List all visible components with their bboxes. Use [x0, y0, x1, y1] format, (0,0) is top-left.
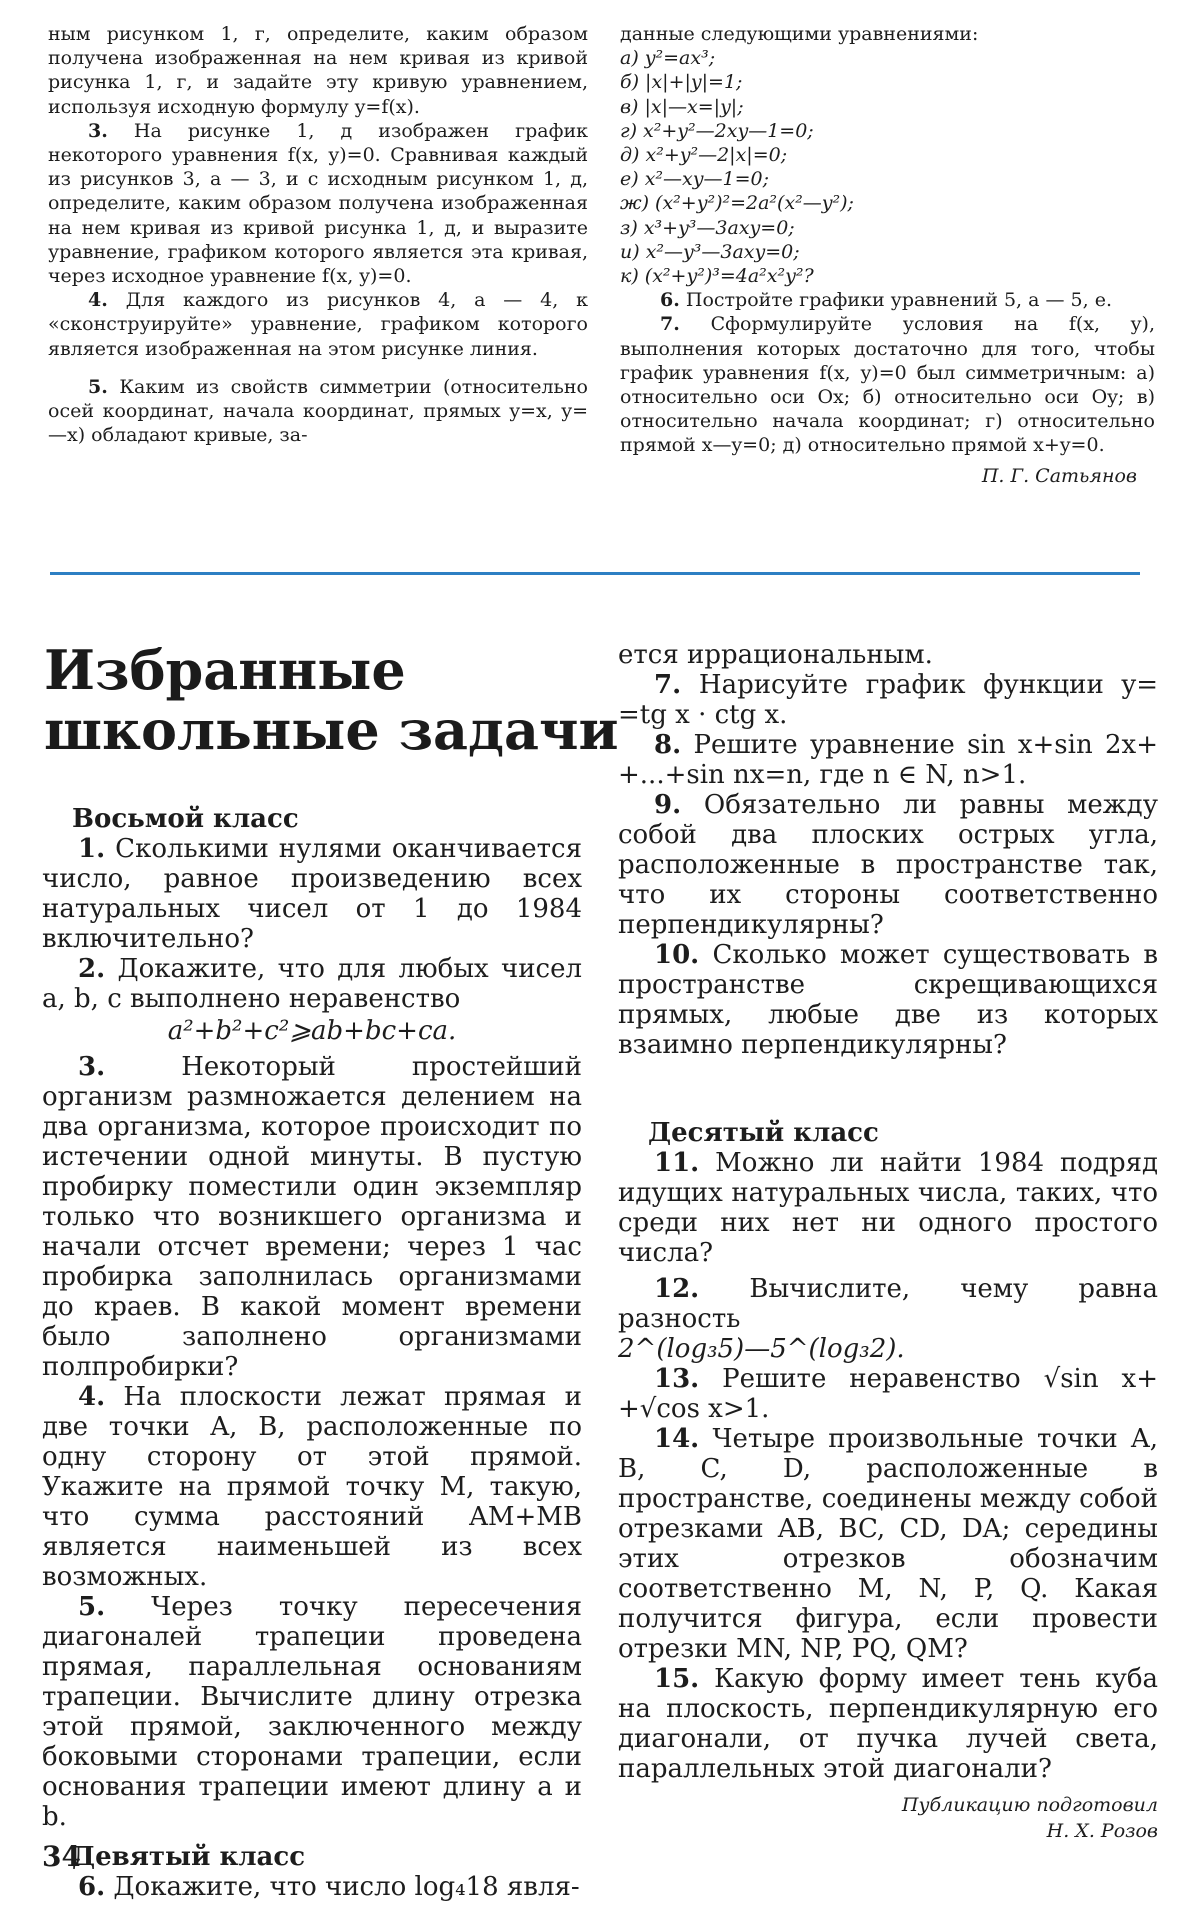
problem-text: Нарисуйте график функции y= =tg x · ctg x. [618, 670, 1158, 730]
problem-4 [48, 288, 588, 361]
problem-4 [42, 1382, 582, 1592]
problem-number: 6. [660, 289, 680, 312]
author-signature: П. Г. Сатьянов [981, 464, 1137, 487]
title-line: школьные задачи [44, 698, 619, 762]
equation-item: б) |x|+|y|=1; [620, 71, 743, 94]
problem-number: 3. [88, 119, 108, 142]
title-line: Избранные [44, 638, 406, 702]
page-number: 34 [42, 1840, 81, 1873]
problem-number: 14. [654, 1424, 700, 1454]
problem-text: Какую форму имеет тень куба на плоскость, перпендикулярную его диагонали, от пучка лучей света, параллельных этой диагонали? [618, 1664, 1159, 1784]
problem-number: 7. [660, 313, 680, 336]
problem-8 [618, 730, 1158, 790]
problem-6 [620, 288, 1155, 312]
problem-number: 3. [78, 1052, 106, 1082]
problem-6 [42, 1872, 582, 1902]
equation-item: к) (x²+y²)³=4a²x²y²? [620, 265, 814, 288]
problem-13 [618, 1364, 1158, 1424]
problem-text: Сколько может существовать в пространстве скрещивающихся прямых, любые две из которых взаимно перпендикулярны? [618, 940, 1159, 1060]
problem-text: Четыре произвольные точки A, B, C, D, расположенные в пространстве, соединены между собой отрезками AB, BC, CD, DA; середины этих отрезков обозначим соответственно M, N, P, Q. Какая получится фигура, если провести отрезки MN, NP, PQ, QM? [618, 1424, 1158, 1664]
equation-item: г) x²+y²—2xy—1=0; [620, 119, 814, 142]
problem-number: 5. [88, 375, 108, 398]
problem-7 [618, 670, 1158, 730]
problem-3 [48, 119, 588, 288]
problem-text: Вычислите, чему равна разность [618, 1274, 1159, 1334]
problem-7 [620, 312, 1155, 457]
problem-12 [618, 1274, 1158, 1334]
problem-text: Сформулируйте условия на f(x, y), выполнения которых достаточно для того, чтобы график уравнения f(x, y)=0 был симметричным: а) относительно оси Ox; б) относительно оси Oy; в) относительно начала координат; г) относительно прямой x—y=0; д) относительно прямой x+y=0. [620, 313, 1155, 457]
equation-item: а) y²=ax³; [620, 47, 716, 70]
credit-name: Н. Х. Розов [1046, 1820, 1158, 1842]
problem-number: 4. [88, 289, 108, 312]
problem-text: Постройте графики уравнений 5, а — 5, е. [685, 289, 1112, 312]
problem-number: 11. [654, 1148, 700, 1178]
grade-heading-8: Восьмой класс [72, 804, 299, 834]
problem-number: 5. [78, 1592, 106, 1622]
problem-2 [42, 954, 582, 1014]
problem-10 [618, 940, 1158, 1060]
problem-text: Решите уравнение sin x+sin 2x+ +...+sin nx=n, где n ∈ N, n>1. [618, 730, 1159, 790]
top-right-column [620, 22, 1155, 488]
section-divider [50, 572, 1140, 575]
equation-item: ж) (x²+y²)²=2a²(x²—y²); [620, 192, 854, 215]
problem-number: 2. [78, 954, 106, 984]
article-right-column [618, 640, 1158, 1844]
problem-text: Докажите, что для любых чисел a, b, c выполнено неравенство [42, 954, 582, 1014]
problem-3 [42, 1052, 582, 1382]
top-left-column [48, 22, 588, 447]
problem-number: 12. [654, 1274, 700, 1304]
equation-item: в) |x|—x=|y|; [620, 95, 744, 118]
problem-9 [618, 790, 1158, 940]
equation-item: д) x²+y²—2|x|=0; [620, 144, 788, 167]
problem-text: Решите неравенство √sin x+ +√cos x>1. [618, 1364, 1158, 1424]
problem-text: Сколькими нулями оканчивается число, равное произведению всех натуральных чисел от 1 до 1984 включительно? [42, 834, 583, 954]
problem-5 [42, 1592, 582, 1832]
problem-number: 13. [654, 1364, 700, 1394]
article-title [44, 640, 619, 760]
problem-number: 4. [78, 1382, 106, 1412]
inequality-formula: a²+b²+c²⩾ab+bc+ca. [167, 1016, 457, 1046]
problem-text: Через точку пересечения диагоналей трапеции проведена прямая, параллельная основаниям трапеции. Вычислите длину отрезка этой прямой, заключенного между боковыми сторонами трапеции, если основания трапеции имеют длину a и b. [42, 1592, 582, 1832]
publication-credit [618, 1792, 1158, 1844]
equation-item: е) x²—xy—1=0; [620, 168, 769, 191]
problem-text: Для каждого из рисунков 4, а — 4, к «сконструируйте» уравнение, графиком которого является изображенная на этом рисунке линия. [48, 289, 588, 360]
problem-text: Докажите, что число log₄18 явля- [113, 1872, 580, 1902]
grade-heading-9: Девятый класс [72, 1842, 306, 1872]
equation-list [620, 46, 1155, 288]
problem-number: 9. [654, 790, 682, 820]
problem-text: Можно ли найти 1984 подряд идущих натуральных числа, таких, что среди них нет ни одного простого числа? [618, 1148, 1159, 1268]
equations-intro: данные следующими уравнениями: [620, 23, 979, 45]
problem-number: 8. [654, 730, 682, 760]
problem-11 [618, 1148, 1158, 1268]
difference-formula: 2^(log₃5)—5^(log₃2). [618, 1334, 905, 1364]
problem-5 [48, 375, 588, 448]
problem-6-continued: ется иррациональным. [618, 640, 933, 670]
problem-14 [618, 1424, 1158, 1664]
article-left-column [42, 804, 582, 1902]
grade-heading-10: Десятый класс [648, 1118, 879, 1148]
problem-text: Некоторый простейший организм размножается делением на два организма, которое происходит по истечении одной минуты. В пустую пробирку поместили один экземпляр только что возникшего организма и начали отсчет времени; через 1 час пробирка заполнилась организмами до краев. В какой момент времени было заполнено организмами полпробирки? [42, 1052, 582, 1382]
problem-1 [42, 834, 582, 954]
problem-text: На рисунке 1, д изображен график некоторого уравнения f(x, y)=0. Сравнивая каждый из рисунков 3, а — 3, и с исходным рисунком 1, д, определите, каким образом получена изображенная на нем кривая из кривой рисунка 1, д, и выразите уравнение, графиком которого является эта кривая, через исходное уравнение f(x, y)=0. [48, 119, 588, 288]
equation-item: з) x³+y³—3axy=0; [620, 216, 795, 239]
problem-number: 7. [654, 670, 682, 700]
problem-text: Обязательно ли равны между собой два плоских острых угла, расположенные в пространстве так, что их стороны соответственно перпендикулярны? [618, 790, 1158, 940]
equation-item: и) x²—y³—3axy=0; [620, 240, 800, 263]
problem-number: 10. [654, 940, 700, 970]
problem-number: 1. [78, 834, 106, 864]
problem-text: На плоскости лежат прямая и две точки A, B, расположенные по одну сторону от этой прямой. Укажите на прямой точку M, такую, что сумма расстояний AM+MB является наименьшей из всех возможных. [42, 1382, 583, 1592]
problem-15 [618, 1664, 1158, 1784]
problem-number: 15. [654, 1664, 700, 1694]
credit-line: Публикацию подготовил [901, 1794, 1158, 1816]
problem-text: Каким из свойств симметрии (относительно осей координат, начала координат, прямых y=x, y=—x) обладают кривые, за- [48, 375, 588, 447]
problem-number: 6. [78, 1872, 106, 1902]
paragraph-cont: ным рисунком 1, г, определите, каким образом получена изображенная на нем кривая из кривой рисунка 1, г, и задайте эту кривую уравнением, используя исходную формулу y=f(x). [48, 23, 588, 118]
